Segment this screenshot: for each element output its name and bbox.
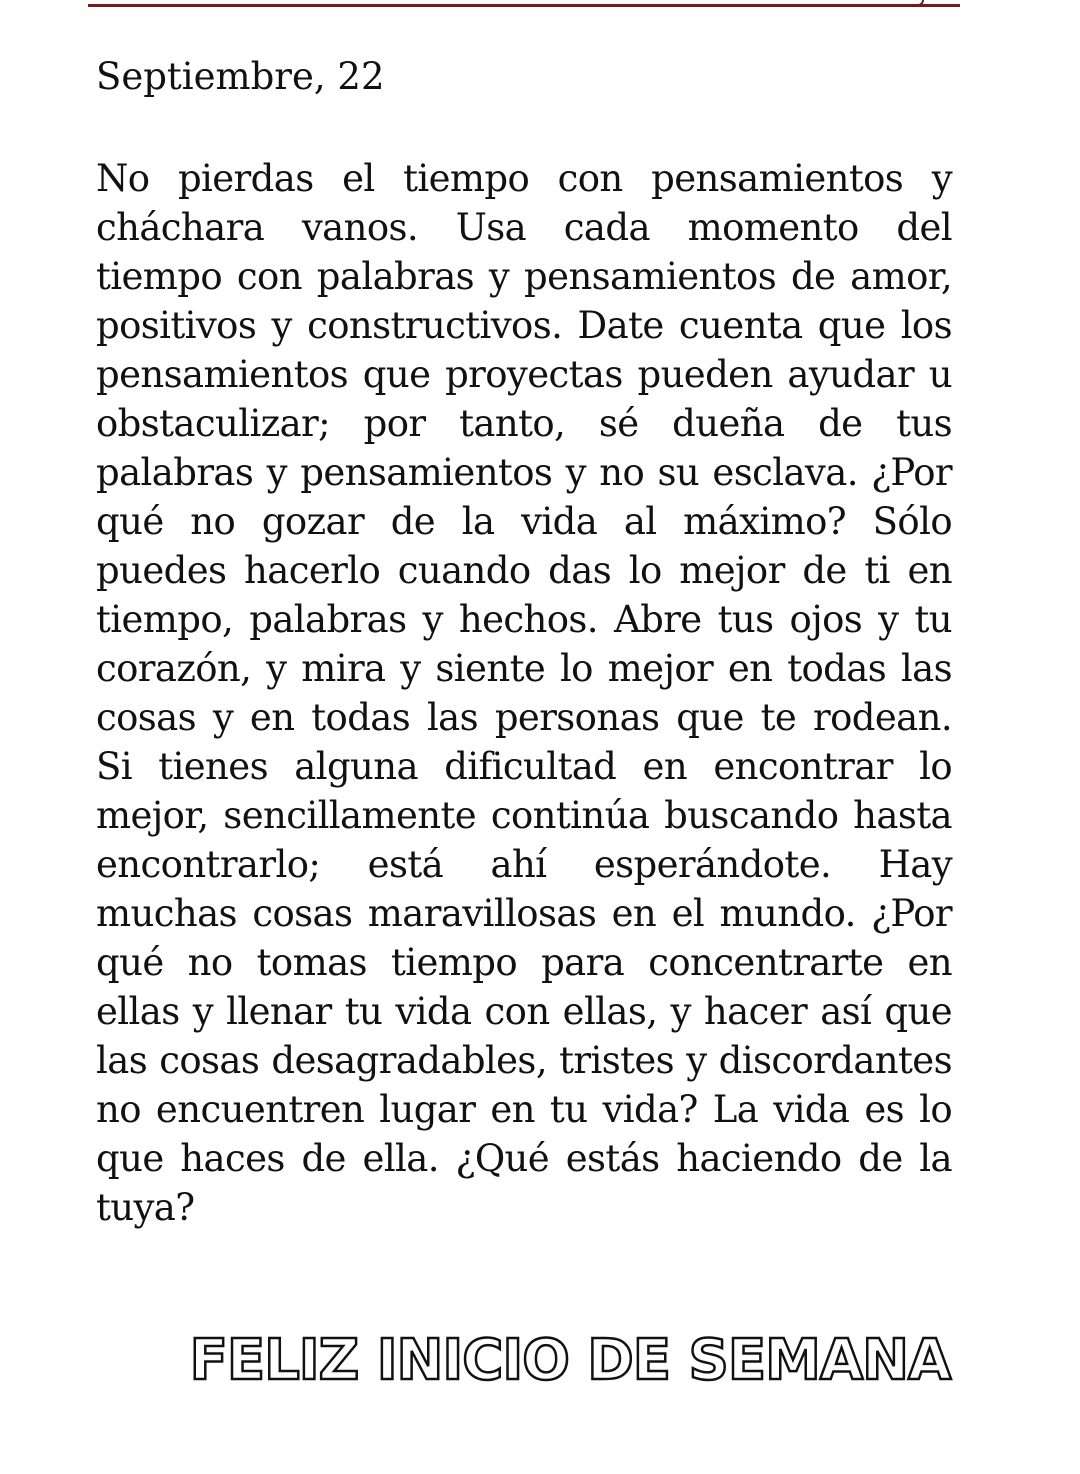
entry-date: Septiembre, 22 [96, 55, 385, 98]
meditation-paragraph: No pierdas el tiempo con pensamientos y cháchara vanos. Usa cada momento del tiempo con palabras y pensamientos de amor, positivos y constructivos. Date cuenta que los pensamientos que proyectas pueden ayudar u obstaculizar; por tanto, sé dueña de tus palabras y pensamientos y no su esclava. ¿Por qué no gozar de la vida al máximo? Sólo puedes hacerlo cuando das lo mejor de ti en tiempo, palabras y hechos. Abre tus ojos y tu corazón, y mira y siente lo mejor en todas las cosas y en todas las personas que te rodean. Si tienes alguna dificultad en encontrar lo mejor, sencillamente continúa buscando hasta encontrarlo; está ahí esperándote. Hay muchas cosas maravillosas en el mundo. ¿Por qué no tomas tiempo para concentrarte en ellas y llenar tu vida con ellas, y hacer así que las cosas desagradables, tristes y discordantes no encuentren lugar en tu vida? La vida es lo que haces de ella. ¿Qué estás haciendo de la tuya? [96, 157, 952, 1229]
top-divider-line [88, 4, 960, 7]
greeting-banner: FELIZ INICIO DE SEMANA [189, 1328, 951, 1393]
